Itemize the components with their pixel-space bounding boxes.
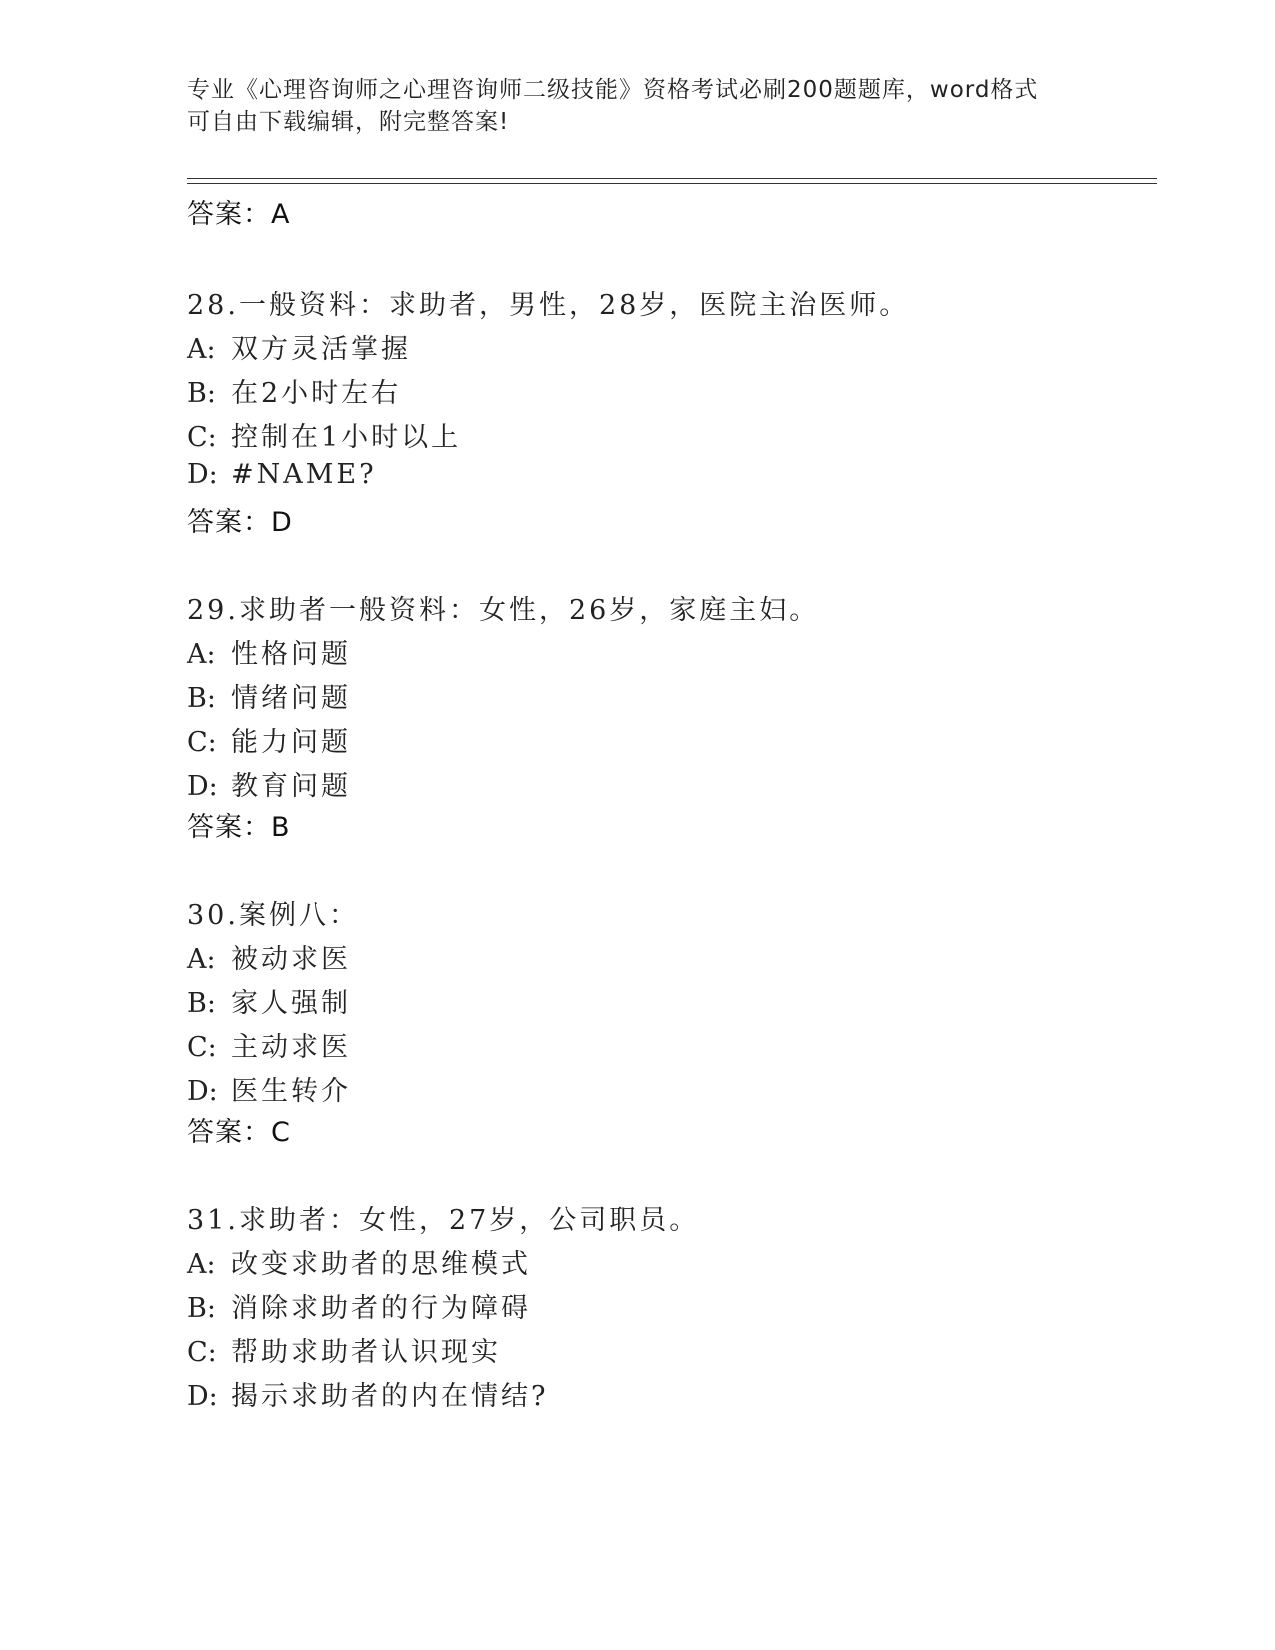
answer-line: 答案：C bbox=[187, 1117, 291, 1148]
option-letter: C: bbox=[187, 1032, 217, 1063]
option-text: 帮助求助者认识现实 bbox=[231, 1337, 501, 1368]
option-text: 能力问题 bbox=[231, 727, 351, 758]
option-a bbox=[187, 1242, 531, 1281]
option-text: 性格问题 bbox=[231, 639, 351, 670]
header-line-2: 可自由下载编辑，附完整答案! bbox=[187, 109, 510, 135]
question-stem: 28.一般资料：求助者，男性，28岁，医院主治医师。 bbox=[187, 290, 910, 321]
question-stem: 29.求助者一般资料：女性，26岁，家庭主妇。 bbox=[187, 595, 820, 626]
option-text: 被动求医 bbox=[231, 944, 351, 975]
option-a bbox=[187, 632, 351, 671]
option-letter: A: bbox=[187, 1249, 216, 1280]
option-text: 家人强制 bbox=[231, 988, 351, 1019]
option-letter: A: bbox=[187, 639, 216, 670]
option-letter: D: bbox=[187, 771, 218, 802]
option-c bbox=[187, 720, 351, 759]
header-rule-bottom bbox=[187, 183, 1157, 184]
option-text: #NAME? bbox=[231, 459, 377, 490]
option-d bbox=[187, 459, 377, 490]
option-text: 揭示求助者的内在情结? bbox=[231, 1381, 549, 1412]
option-d bbox=[187, 764, 351, 803]
option-a bbox=[187, 937, 351, 976]
option-letter: A: bbox=[187, 944, 216, 975]
option-b bbox=[187, 676, 351, 715]
option-text: 在2小时左右 bbox=[231, 378, 402, 409]
option-text: 主动求医 bbox=[231, 1032, 351, 1063]
option-text: 医生转介 bbox=[231, 1076, 351, 1107]
answer-line: 答案：A bbox=[187, 199, 291, 230]
option-letter: D: bbox=[187, 1076, 218, 1107]
option-letter: B: bbox=[187, 988, 216, 1019]
option-c bbox=[187, 415, 461, 454]
option-text: 改变求助者的思维模式 bbox=[231, 1249, 531, 1280]
option-text: 消除求助者的行为障碍 bbox=[231, 1293, 531, 1324]
header-line-1: 专业《心理咨询师之心理咨询师二级技能》资格考试必刷200题题库，word格式 bbox=[187, 77, 1039, 103]
option-letter: C: bbox=[187, 1337, 217, 1368]
option-letter: B: bbox=[187, 1293, 216, 1324]
option-d bbox=[187, 1374, 548, 1413]
option-letter: B: bbox=[187, 683, 216, 714]
option-b bbox=[187, 981, 351, 1020]
option-letter: C: bbox=[187, 727, 217, 758]
option-text: 教育问题 bbox=[231, 771, 351, 802]
option-letter: D: bbox=[187, 459, 218, 490]
option-text: 控制在1小时以上 bbox=[231, 422, 462, 453]
option-d bbox=[187, 1069, 351, 1108]
answer-line: 答案：B bbox=[187, 812, 291, 843]
document-header bbox=[187, 74, 1067, 138]
question-stem: 31.求助者：女性，27岁，公司职员。 bbox=[187, 1205, 700, 1236]
option-text: 情绪问题 bbox=[231, 683, 351, 714]
option-letter: D: bbox=[187, 1381, 218, 1412]
header-rule-top bbox=[187, 178, 1157, 179]
option-c bbox=[187, 1025, 351, 1064]
option-letter: B: bbox=[187, 378, 216, 409]
question-stem: 30.案例八： bbox=[187, 900, 359, 931]
option-c bbox=[187, 1330, 501, 1369]
option-a bbox=[187, 327, 411, 366]
option-text: 双方灵活掌握 bbox=[231, 334, 411, 365]
answer-line: 答案：D bbox=[187, 507, 293, 538]
option-b bbox=[187, 1286, 531, 1325]
option-letter: A: bbox=[187, 334, 216, 365]
option-letter: C: bbox=[187, 422, 217, 453]
option-b bbox=[187, 371, 401, 410]
